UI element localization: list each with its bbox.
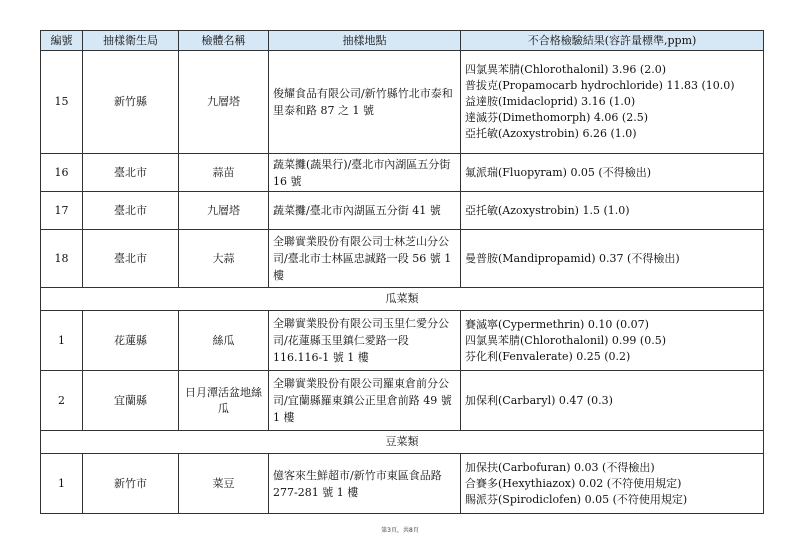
result-line: 益達胺(Imidacloprid) 3.16 (1.0) bbox=[465, 95, 636, 108]
row-number: 18 bbox=[41, 230, 83, 288]
result-line: 合賽多(Hexythiazox) 0.02 (不符使用規定) bbox=[465, 476, 682, 490]
table-header-row bbox=[41, 31, 764, 51]
row-location bbox=[269, 454, 461, 514]
row-bureau: 臺北市 bbox=[83, 154, 179, 192]
table-row bbox=[41, 230, 764, 288]
row-number: 1 bbox=[41, 311, 83, 371]
result-line: 達滅芬(Dimethomorph) 4.06 (2.5) bbox=[465, 111, 648, 124]
table-row bbox=[41, 154, 764, 192]
location-text: 俊耀食品有限公司/新竹縣竹北市泰和里泰和路 87 之 1 號 bbox=[273, 87, 453, 117]
row-sample: 菜豆 bbox=[179, 454, 269, 514]
row-results bbox=[461, 371, 764, 431]
row-number: 2 bbox=[41, 371, 83, 431]
table-row bbox=[41, 454, 764, 514]
table-row bbox=[41, 192, 764, 230]
location-text: 蔬菜攤(蔬果行)/臺北市內湖區五分街 16 號 bbox=[273, 157, 451, 188]
result-line: 賜派芬(Spirodiclofen) 0.05 (不符使用規定) bbox=[465, 492, 688, 506]
row-location bbox=[269, 230, 461, 288]
row-sample: 九層塔 bbox=[179, 192, 269, 230]
row-number: 17 bbox=[41, 192, 83, 230]
table-row bbox=[41, 51, 764, 154]
location-text: 全聯實業股份有限公司士林芝山分公司/臺北市士林區忠誠路一段 56 號 1 樓 bbox=[273, 235, 452, 282]
header-sampling-location: 抽樣地點 bbox=[269, 31, 461, 51]
header-sample-name: 檢體名稱 bbox=[179, 31, 269, 51]
row-sample: 絲瓜 bbox=[179, 311, 269, 371]
category-row bbox=[41, 288, 764, 311]
row-results bbox=[461, 230, 764, 288]
category-label: 豆菜類 bbox=[41, 431, 764, 454]
result-line: 加保利(Carbaryl) 0.47 (0.3) bbox=[465, 393, 613, 407]
table-row bbox=[41, 311, 764, 371]
location-text: 全聯實業股份有限公司玉里仁愛分公司/花蓮縣玉里鎮仁愛路一段 116.116-1 號 1 樓 bbox=[273, 317, 449, 364]
category-label: 瓜菜類 bbox=[41, 288, 764, 311]
header-number: 編號 bbox=[41, 31, 83, 51]
result-line: 四氯異苯腈(Chlorothalonil) 0.99 (0.5) bbox=[465, 333, 666, 347]
row-location bbox=[269, 371, 461, 431]
location-text: 全聯實業股份有限公司羅東倉前分公司/宜蘭縣羅東鎮公正里倉前路 49 號 1 樓 bbox=[273, 377, 452, 424]
result-line: 曼普胺(Mandipropamid) 0.37 (不得檢出) bbox=[465, 251, 680, 265]
row-location bbox=[269, 154, 461, 192]
row-sample: 九層塔 bbox=[179, 51, 269, 154]
row-sample: 蒜苗 bbox=[179, 154, 269, 192]
result-line: 賽滅寧(Cypermethrin) 0.10 (0.07) bbox=[465, 317, 649, 331]
result-line: 氟派瑞(Fluopyram) 0.05 (不得檢出) bbox=[465, 165, 652, 179]
inspection-results-table bbox=[40, 30, 764, 514]
row-results bbox=[461, 154, 764, 192]
result-line: 四氯異苯腈(Chlorothalonil) 3.96 (2.0) bbox=[465, 63, 666, 76]
row-number: 15 bbox=[41, 51, 83, 154]
location-text: 億客來生鮮超市/新竹市東區食品路 277-281 號 1 樓 bbox=[273, 468, 442, 499]
row-results bbox=[461, 192, 764, 230]
row-results bbox=[461, 311, 764, 371]
result-line: 亞托敏(Azoxystrobin) 6.26 (1.0) bbox=[465, 127, 637, 140]
row-number: 1 bbox=[41, 454, 83, 514]
row-bureau: 宜蘭縣 bbox=[83, 371, 179, 431]
result-line: 加保扶(Carbofuran) 0.03 (不得檢出) bbox=[465, 460, 655, 474]
result-line: 亞托敏(Azoxystrobin) 1.5 (1.0) bbox=[465, 203, 630, 217]
row-bureau: 新竹市 bbox=[83, 454, 179, 514]
header-failed-results: 不合格檢驗結果(容許量標準,ppm) bbox=[461, 31, 764, 51]
row-results bbox=[461, 454, 764, 514]
row-sample: 日月潭活盆地絲瓜 bbox=[179, 371, 269, 431]
category-row bbox=[41, 431, 764, 454]
result-line: 普拔克(Propamocarb hydrochloride) 11.83 (10.0) bbox=[465, 79, 735, 92]
location-text: 蔬菜攤/臺北市內湖區五分街 41 號 bbox=[273, 204, 441, 217]
row-location bbox=[269, 51, 461, 154]
row-bureau: 臺北市 bbox=[83, 192, 179, 230]
table-row bbox=[41, 371, 764, 431]
row-sample: 大蒜 bbox=[179, 230, 269, 288]
header-health-bureau: 抽樣衛生局 bbox=[83, 31, 179, 51]
row-bureau: 臺北市 bbox=[83, 230, 179, 288]
row-number: 16 bbox=[41, 154, 83, 192]
row-location bbox=[269, 192, 461, 230]
row-location bbox=[269, 311, 461, 371]
row-results bbox=[461, 51, 764, 154]
row-bureau: 花蓮縣 bbox=[83, 311, 179, 371]
page-number: 第3頁，共8頁 bbox=[381, 527, 419, 534]
result-line: 芬化利(Fenvalerate) 0.25 (0.2) bbox=[465, 349, 631, 363]
row-bureau: 新竹縣 bbox=[83, 51, 179, 154]
